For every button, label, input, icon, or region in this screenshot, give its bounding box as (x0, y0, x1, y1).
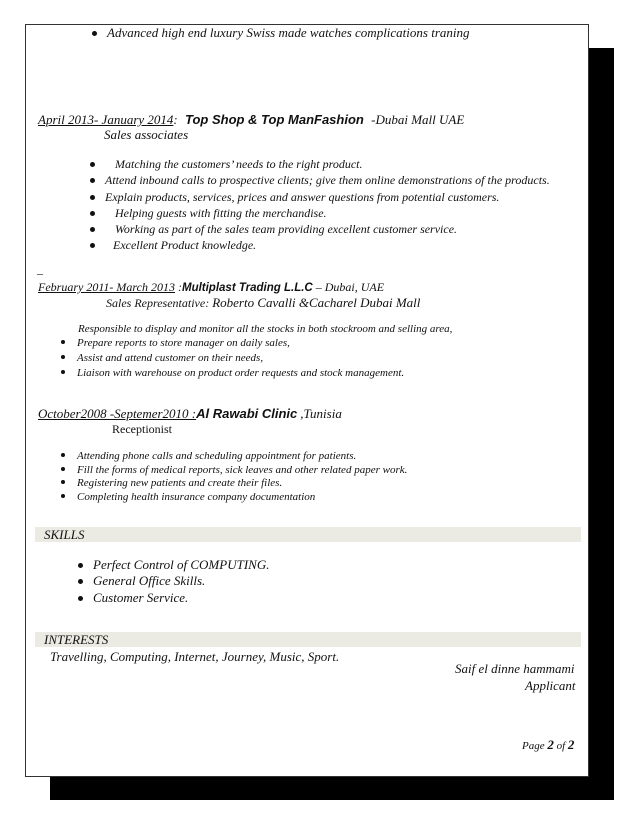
bullet-icon (61, 467, 65, 471)
list-item: Working as part of the sales team providing excellent customer service. (90, 222, 457, 237)
company-name: Al Rawabi Clinic (196, 406, 298, 421)
list-item: Excellent Product knowledge. (90, 238, 256, 253)
bullet-icon (61, 340, 65, 344)
job-header: February 2011- March 2013 :Multiplast Trading L.L.C – Dubai, UAE (38, 280, 385, 294)
job-location: – Dubai, UAE (315, 280, 385, 294)
list-item: Advanced high end luxury Swiss made watches complications traning (92, 25, 470, 41)
bullet-icon (90, 162, 95, 167)
job-dates: April 2013- January 2014 (38, 112, 174, 127)
bullet-icon (61, 355, 65, 359)
bullet-icon (61, 453, 65, 457)
page-footer: Page 2 of 2 (522, 737, 575, 752)
bullet-icon (90, 227, 95, 232)
list-item: Attend inbound calls to prospective clients; give them online demonstrations of the products. (90, 173, 550, 188)
list-item: Explain products, services, prices and answer questions from potential customers. (90, 190, 499, 205)
bullet-icon (61, 370, 65, 374)
job-header (38, 406, 342, 422)
list-item: Perfect Control of COMPUTING. (78, 557, 269, 573)
bullet-icon (90, 211, 95, 216)
list-item: Assist and attend customer on their needs, (61, 352, 263, 364)
list-item: Customer Service. (78, 590, 188, 606)
bullet-icon (90, 178, 95, 183)
bullet-icon (61, 494, 65, 498)
job-intro: Responsible to display and monitor all the stocks in both stockroom and selling area, (78, 323, 453, 335)
interests-text: Travelling, Computing, Internet, Journey, Music, Sport. (50, 649, 340, 664)
bullet-icon (78, 596, 83, 601)
signature-name: Saif el dinne hammami (455, 661, 575, 676)
company-name: Top Shop & Top ManFashion (185, 112, 364, 127)
job-dates: February 2011- March 2013 (38, 280, 175, 294)
section-heading: SKILLS (44, 527, 85, 542)
bullet-icon (90, 243, 95, 248)
job-role: Sales associates (104, 127, 189, 142)
bullet-icon (92, 31, 97, 36)
list-item: Liaison with warehouse on product order requests and stock management. (61, 367, 404, 379)
list-item: Fill the forms of medical reports, sick leaves and other related paper work. (61, 464, 407, 476)
company-name: Multiplast Trading L.L.C (181, 282, 313, 294)
list-item: Attending phone calls and scheduling appointment for patients. (61, 450, 356, 462)
dash-mark: _ (37, 262, 43, 276)
job-dates: October2008 -Septemer2010 : (38, 406, 197, 421)
job-location: -Dubai Mall UAE (371, 112, 465, 127)
bullet-icon (78, 563, 83, 568)
section-heading: INTERESTS (44, 632, 109, 647)
list-item: Completing health insurance company documentation (61, 491, 315, 503)
section-band (35, 527, 581, 542)
signature-title: Applicant (525, 678, 576, 693)
list-item: Matching the customers’ needs to the right product. (90, 157, 363, 172)
job-header: April 2013- January 2014: Top Shop & Top ManFashion -Dubai Mall UAE (38, 112, 465, 127)
list-item: Registering new patients and create their files. (61, 477, 282, 489)
bullet-icon (90, 195, 95, 200)
job-role: Sales Representative: Roberto Cavalli &Cacharel Dubai Mall (106, 295, 421, 310)
job-location: ,Tunisia (300, 406, 342, 421)
section-band (35, 632, 581, 647)
list-item: General Office Skills. (78, 573, 205, 589)
list-item: Helping guests with fitting the merchandise. (90, 206, 327, 221)
list-item: Prepare reports to store manager on daily sales, (61, 337, 290, 349)
bullet-icon (61, 480, 65, 484)
job-role: Receptionist (112, 422, 172, 436)
bullet-icon (78, 579, 83, 584)
